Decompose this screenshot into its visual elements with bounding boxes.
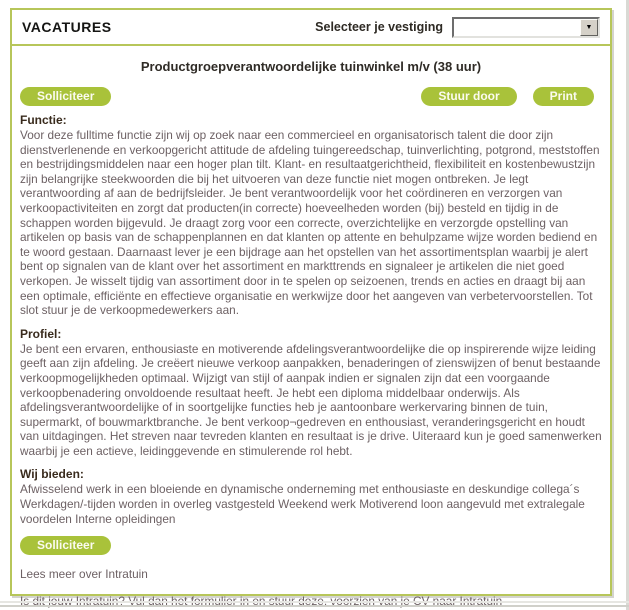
secondary-button-group (421, 87, 594, 106)
section-heading-profiel: Profiel: (20, 326, 62, 341)
section-body-wij-bieden: Afwisselend werk in een bloeiende en dynamische onderneming met enthousiaste en deskundige collega´s Werkdagen/-tijden worden in overleg vastgesteld Weekend werk Motiverend loon aangevuld met extralegale voordelen Interne opleidingen (20, 482, 585, 526)
vacancy-title: Productgroepverantwoordelijke tuinwinkel m/v (38 uur) (140, 59, 482, 74)
branch-select-label: Selecteer je vestiging (315, 20, 443, 34)
read-more-link[interactable]: Lees meer over Intratuin (20, 567, 148, 582)
section-body-functie: Voor deze fulltime functie zijn wij op zoek naar een commercieel en organisatorisch talent die door zijn dienstverlenende en verkoopgericht attitude de afdeling tuingereedschap, tuinverlichting, potgrond, meststoffen en bestrijdingsmiddelen naar een hoger plan tilt. Klant- en resultaatgerichtheid, flexibiliteit en kostenbewustzijn zijn belangrijke steekwoorden die bij het uitvoeren van deze functie niet mogen ontbreken. Je legt verantwoording af aan de bedrijfsleider. Je bent verantwoordelijk voor het coördineren en verzorgen van verkoopactiviteiten en zorgt dat producten(in correcte) hoeveelheden worden (bij) besteld en tijdig in de schappen worden bijgevuld. Je draagt zorg voor een correcte, overzichtelijke en verzorgde opstelling van artikelen op basis van de schappenplannen en dat klanten op attente en behulpzame wijze worden bediend en te woord gestaan. Daarnaast lever je een bijdrage aan het opstellen van het assortimentsplan waarbij je alert bent op signalen van de klant over het assortiment en markttrends en signaleer je artikelen die niet goed verkopen. Je wisselt tijdig van assortiment door in te spelen op seizoenen, trends en acties en draagt bij aan een optimale, efficiënte en effectieve organisatie en werkwijze door het aangeven van verbetervoorstellen. Tot slot stuur je de verkoopmedewerkers aan. (20, 128, 600, 318)
page-title: VACATURES (22, 19, 112, 35)
branch-select-value (454, 19, 580, 36)
forward-button[interactable]: Stuur door (421, 87, 516, 106)
vacancies-panel (10, 8, 612, 596)
footer-divider-line-2 (0, 605, 629, 607)
section-heading-functie: Functie: (20, 113, 67, 127)
section-body-profiel: Je bent een ervaren, enthousiaste en motiverende afdelingsverantwoordelijke die op inspirerende wijze leiding geeft aan zijn afdeling. Je creëert nieuwe verkoop aanpakken, benaderingen of zienswijzen of benut bestaande verkoopmogelijkheden optimaal. Wijzigt van stijl of aanpak indien er signalen zijn dat een voorgaande verkoopbenadering onvoldoende resultaat heeft. Je hebt een diploma middelbaar onderwijs. Als afdelingsverantwoordelijke of in soortgelijke functies heb je aantoonbare werkervaring binnen de tuin, supermarkt, of bouwmarktbranche. Je bent verkoop¬gedreven en enthousiast, veranderingsgericht en houdt van uitdagingen. Het streven naar tevreden klanten en resultaat is je drive. Uiteraard kun je goed samenwerken waarbij je een actieve, leidinggevende en stimulerende rol hebt. (20, 341, 602, 458)
dropdown-arrow-icon[interactable]: ▼ (580, 19, 598, 36)
action-button-row (20, 87, 602, 106)
bottom-apply-row (20, 536, 602, 555)
print-button[interactable]: Print (533, 87, 594, 106)
footer-divider-line-1 (0, 601, 629, 603)
branch-select[interactable] (452, 17, 600, 38)
apply-button-top[interactable]: Solliciteer (20, 87, 111, 106)
vacancy-detail (12, 59, 610, 607)
apply-button-bottom[interactable]: Solliciteer (20, 536, 111, 555)
section-heading-wij-bieden: Wij bieden: (20, 467, 84, 482)
panel-header (12, 10, 610, 46)
